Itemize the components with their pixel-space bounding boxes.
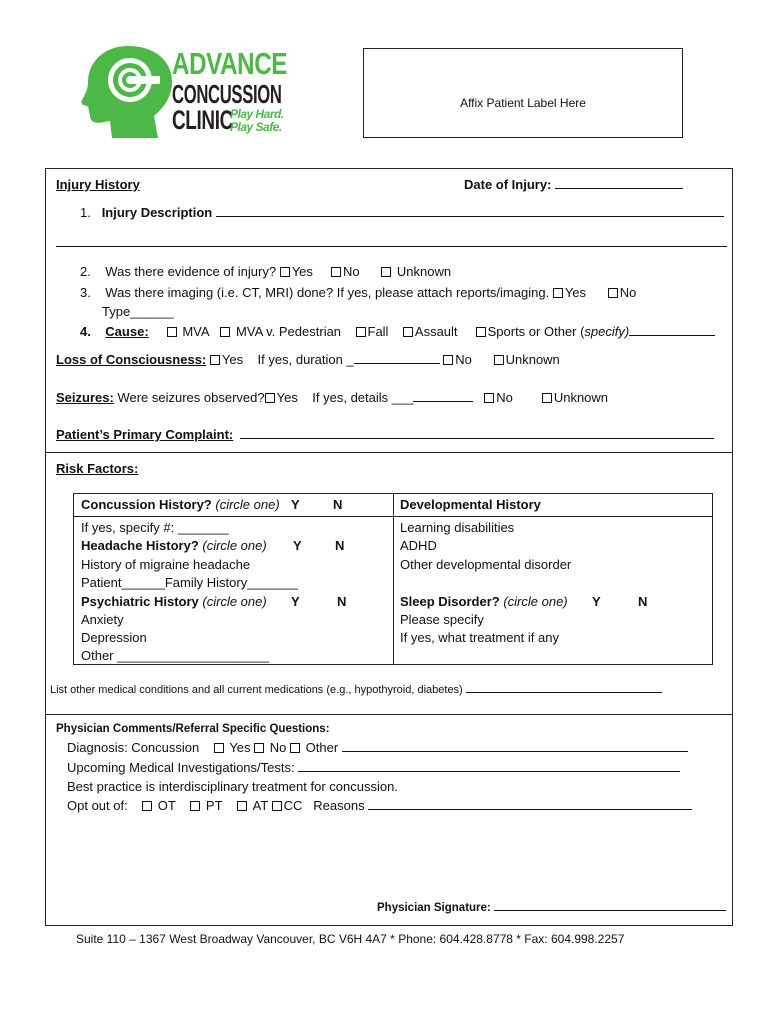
q2-no-checkbox[interactable] bbox=[331, 267, 341, 277]
opt-out-ot-checkbox[interactable] bbox=[142, 801, 152, 811]
learning-disabilities-label: Learning disabilities bbox=[400, 520, 515, 535]
seizures-no-checkbox[interactable] bbox=[484, 393, 494, 403]
loc-unknown-label: Unknown bbox=[505, 352, 560, 367]
q2-unknown-label: Unknown bbox=[396, 264, 452, 279]
q4-number: 4. bbox=[80, 324, 91, 339]
physician-signature-label: Physician Signature: bbox=[377, 902, 491, 914]
imaging-type-field[interactable]: Type______ bbox=[102, 304, 174, 319]
loc-no-label: No bbox=[455, 352, 472, 367]
opt-out-row bbox=[67, 798, 692, 813]
headache-y-option[interactable]: Y bbox=[293, 538, 302, 553]
logo-tagline-2: Play Safe. bbox=[230, 120, 282, 134]
medications-field[interactable] bbox=[50, 683, 662, 696]
psychiatric-history-row bbox=[81, 594, 267, 609]
patient-label-box bbox=[363, 48, 683, 138]
seizures-question: Were seizures observed? bbox=[117, 390, 265, 405]
headache-n-option[interactable]: N bbox=[335, 538, 345, 553]
risk-table-column-divider bbox=[393, 493, 394, 665]
q3-yes-label: Yes bbox=[564, 285, 587, 300]
patient-family-history-field[interactable]: Patient______Family History_______ bbox=[81, 575, 298, 590]
opt-out-pt-checkbox[interactable] bbox=[190, 801, 200, 811]
q1-number: 1. bbox=[80, 205, 91, 220]
cause-fall-checkbox[interactable] bbox=[356, 327, 366, 337]
sleep-treatment-label: If yes, what treatment if any bbox=[400, 630, 559, 645]
cause-fall-label: Fall bbox=[367, 324, 389, 339]
primary-complaint-field[interactable] bbox=[56, 427, 714, 442]
cause-sports-checkbox[interactable] bbox=[476, 327, 486, 337]
concussion-specify-field[interactable]: If yes, specify #: _______ bbox=[81, 520, 229, 535]
seizures-yes-checkbox[interactable] bbox=[265, 393, 275, 403]
anxiety-label: Anxiety bbox=[81, 612, 124, 627]
cause-mva-pedestrian-checkbox[interactable] bbox=[220, 327, 230, 337]
q2-unknown-checkbox[interactable] bbox=[381, 267, 391, 277]
cause-mva-label: MVA bbox=[182, 324, 210, 339]
q2-number: 2. bbox=[80, 264, 91, 279]
injury-description-label: Injury Description bbox=[101, 205, 213, 220]
q3-yes-checkbox[interactable] bbox=[553, 288, 563, 298]
depression-label: Depression bbox=[81, 630, 147, 645]
cause-assault-checkbox[interactable] bbox=[403, 327, 413, 337]
footer-address: Suite 110 – 1367 West Broadway Vancouver, BC V6H 4A7 * Phone: 604.428.8778 * Fax: 604.998.2257 bbox=[76, 932, 625, 946]
primary-complaint-label: Patient’s Primary Complaint: bbox=[56, 427, 234, 442]
seizures-label: Seizures: bbox=[56, 390, 114, 405]
sleep-n-option[interactable]: N bbox=[638, 594, 648, 609]
cause-specify-label: specify) bbox=[584, 324, 630, 339]
opt-out-reasons-label: Reasons bbox=[313, 798, 365, 813]
diagnosis-other-checkbox[interactable] bbox=[290, 743, 300, 753]
cause-sports-label: Sports or Other ( bbox=[487, 324, 585, 339]
logo-line-clinic: CLINIC bbox=[172, 105, 233, 135]
q2-yes-checkbox[interactable] bbox=[280, 267, 290, 277]
concussion-history-row bbox=[81, 497, 280, 512]
diagnosis-no-checkbox[interactable] bbox=[254, 743, 264, 753]
imaging-row bbox=[80, 285, 636, 300]
physician-comments-heading: Physician Comments/Referral Specific Questions: bbox=[56, 723, 330, 735]
evidence-of-injury-row bbox=[80, 264, 451, 279]
logo-line-concussion: CONCUSSION bbox=[172, 79, 282, 109]
loc-duration-field[interactable] bbox=[354, 352, 440, 364]
medications-label: List other medical conditions and all current medications (e.g., hypothyroid, diabetes) bbox=[50, 684, 463, 696]
seizures-unknown-checkbox[interactable] bbox=[542, 393, 552, 403]
seizures-yes-label: Yes bbox=[276, 390, 298, 405]
sleep-disorder-row bbox=[400, 594, 568, 609]
loss-of-consciousness-row bbox=[56, 352, 560, 367]
loc-label: Loss of Consciousness: bbox=[56, 352, 207, 367]
loc-yes-label: Yes bbox=[221, 352, 244, 367]
q3-label: Was there imaging (i.e. CT, MRI) done? If yes, please attach reports/imaging. bbox=[105, 285, 550, 300]
psychiatric-history-label: Psychiatric History bbox=[81, 594, 199, 609]
diagnosis-label: Diagnosis: Concussion bbox=[67, 740, 200, 755]
opt-out-at-label: AT bbox=[252, 798, 269, 813]
divider-risk bbox=[45, 452, 733, 453]
opt-out-ot-label: OT bbox=[157, 798, 176, 813]
loc-yes-checkbox[interactable] bbox=[210, 355, 220, 365]
loc-no-checkbox[interactable] bbox=[443, 355, 453, 365]
opt-out-pt-label: PT bbox=[205, 798, 223, 813]
opt-out-at-checkbox[interactable] bbox=[237, 801, 247, 811]
loc-duration-label: If yes, duration _ bbox=[257, 352, 354, 367]
divider-physician bbox=[45, 714, 733, 715]
head-target-icon bbox=[80, 42, 175, 142]
opt-out-cc-checkbox[interactable] bbox=[272, 801, 282, 811]
date-of-injury-field[interactable] bbox=[464, 177, 683, 192]
seizures-unknown-label: Unknown bbox=[553, 390, 609, 405]
sleep-please-specify-label: Please specify bbox=[400, 612, 484, 627]
psychiatric-y-option[interactable]: Y bbox=[291, 594, 300, 609]
other-psychiatric-field[interactable]: Other _____________________ bbox=[81, 648, 269, 663]
circle-one-label: (circle one) bbox=[503, 594, 568, 609]
diagnosis-no-label: No bbox=[269, 740, 287, 755]
seizures-details-field[interactable] bbox=[413, 390, 473, 402]
psychiatric-n-option[interactable]: N bbox=[337, 594, 347, 609]
concussion-y-option[interactable]: Y bbox=[291, 497, 300, 512]
q3-no-checkbox[interactable] bbox=[608, 288, 618, 298]
physician-signature-field[interactable] bbox=[377, 901, 726, 914]
q3-number: 3. bbox=[80, 285, 91, 300]
injury-description-line-2[interactable] bbox=[56, 235, 727, 247]
q2-label: Was there evidence of injury? bbox=[105, 264, 277, 279]
q3-no-label: No bbox=[619, 285, 637, 300]
migraine-history-label: History of migraine headache bbox=[81, 557, 251, 572]
cause-specify-field[interactable] bbox=[629, 324, 715, 336]
concussion-n-option[interactable]: N bbox=[333, 497, 343, 512]
developmental-history-label: Developmental History bbox=[400, 497, 541, 512]
logo-line-advance: ADVANCE bbox=[172, 46, 288, 81]
concussion-history-label: Concussion History? bbox=[81, 497, 212, 512]
diagnosis-yes-checkbox[interactable] bbox=[214, 743, 224, 753]
upcoming-investigations-field[interactable] bbox=[67, 760, 680, 775]
circle-one-label: (circle one) bbox=[215, 497, 280, 512]
seizures-details-label: If yes, details ___ bbox=[312, 390, 414, 405]
cause-mva-checkbox[interactable] bbox=[167, 327, 177, 337]
best-practice-text: Best practice is interdisciplinary treatment for concussion. bbox=[67, 779, 398, 794]
q2-no-label: No bbox=[342, 264, 360, 279]
diagnosis-row bbox=[67, 740, 688, 755]
opt-out-label: Opt out of: bbox=[67, 798, 128, 813]
injury-description-field[interactable] bbox=[80, 205, 724, 220]
other-developmental-label: Other developmental disorder bbox=[400, 557, 572, 572]
sleep-y-option[interactable]: Y bbox=[592, 594, 601, 609]
logo-tagline-1: Play Hard. bbox=[230, 107, 284, 121]
headache-history-row bbox=[81, 538, 267, 553]
cause-label: Cause: bbox=[105, 324, 149, 339]
clinic-logo bbox=[80, 42, 295, 142]
sleep-disorder-label: Sleep Disorder? bbox=[400, 594, 500, 609]
opt-out-cc-label: CC bbox=[283, 798, 303, 813]
circle-one-label: (circle one) bbox=[202, 538, 267, 553]
risk-factors-heading: Risk Factors: bbox=[56, 461, 139, 476]
adhd-label: ADHD bbox=[400, 538, 437, 553]
opt-out-reasons-field[interactable] bbox=[368, 798, 692, 810]
loc-unknown-checkbox[interactable] bbox=[494, 355, 504, 365]
diagnosis-yes-label: Yes bbox=[229, 740, 251, 755]
headache-history-label: Headache History? bbox=[81, 538, 199, 553]
upcoming-investigations-label: Upcoming Medical Investigations/Tests: bbox=[67, 760, 295, 775]
seizures-no-label: No bbox=[496, 390, 513, 405]
diagnosis-other-field[interactable] bbox=[342, 740, 688, 752]
date-of-injury-label: Date of Injury: bbox=[464, 177, 552, 192]
circle-one-label: (circle one) bbox=[202, 594, 267, 609]
diagnosis-other-label: Other bbox=[305, 740, 339, 755]
patient-label-text: Affix Patient Label Here bbox=[460, 96, 586, 110]
cause-mva-pedestrian-label: MVA v. Pedestrian bbox=[236, 324, 342, 339]
q2-yes-label: Yes bbox=[291, 264, 313, 279]
cause-row bbox=[80, 324, 715, 339]
injury-history-heading: Injury History bbox=[56, 177, 140, 192]
seizures-row bbox=[56, 390, 608, 405]
cause-assault-label: Assault bbox=[414, 324, 458, 339]
